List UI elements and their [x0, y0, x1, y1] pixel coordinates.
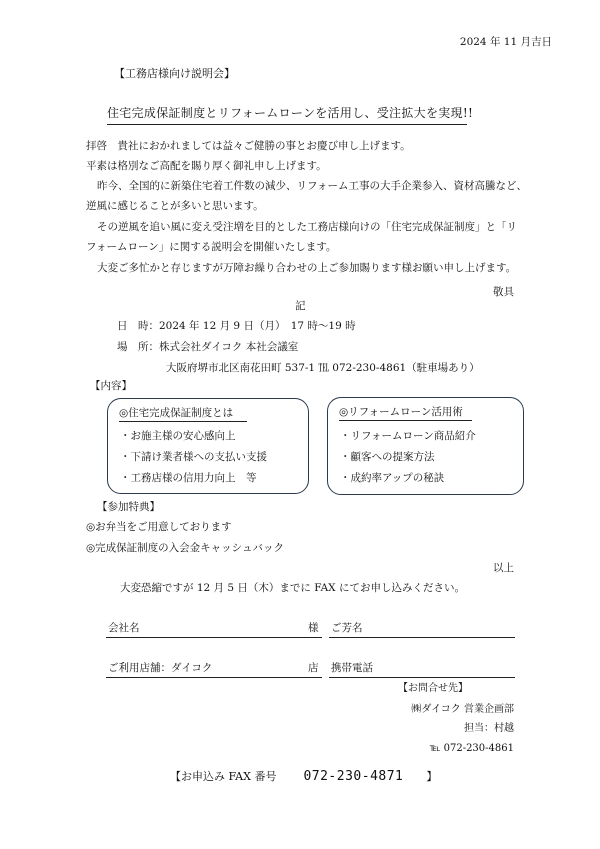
fax-close-bracket: 】	[426, 770, 438, 783]
store-label: ご利用店舗：ダイコク	[108, 662, 213, 674]
date: 2024 年 11 月吉日	[459, 36, 552, 48]
list-item: ・下請け業者様への支払い支援	[120, 451, 267, 463]
fax-line	[170, 770, 437, 783]
company-name-field[interactable]	[106, 637, 322, 638]
fax-number: 072-230-4871	[303, 769, 404, 784]
letter-p1: 拝啓 貴社におかれましては益々ご健勝の事とお慶び申し上げます。	[86, 140, 411, 152]
letter-p5: 大変ご多忙かと存じますが万障お繰り合わせの上ご参加賜ります様お願い申し上げます。	[97, 262, 517, 274]
deadline-note: 大変恐縮ですが 12 月 5 日（木）までに FAX にてお申し込みください。	[120, 582, 465, 594]
contact-person: 担当：村越	[464, 723, 514, 734]
box-right-title: ◎リフォームローン活用術	[339, 406, 463, 418]
letter-closing: 敬具	[493, 286, 514, 298]
letter-p2: 平素は格別なご高配を賜り厚く御礼申し上げます。	[86, 160, 327, 172]
mobile-phone-field[interactable]	[329, 677, 515, 678]
contact-tel: ℡ 072-230-4861	[429, 743, 514, 754]
details-address: 大阪府堺市北区南花田町 537-1 ℡ 072-230-4861（駐車場あり）	[166, 362, 480, 374]
fax-label: 【お申込み FAX 番号	[170, 770, 277, 783]
list-item: ・リフォームローン商品紹介	[340, 430, 476, 442]
store-suffix-ten: 店	[308, 662, 319, 674]
benefits-label: 【参加特典】	[97, 501, 160, 513]
contents-label: 【内容】	[90, 380, 132, 392]
contact-company: ㈱ダイコク 営業企画部	[411, 704, 514, 715]
letter-p3a: 昨今、全国的に新築住宅着工件数の減少、リフォーム工事の大手企業参入、資材高騰など、	[97, 180, 527, 192]
letter-p3b: 逆風に感じることが多いと思います。	[86, 200, 264, 212]
box-right	[327, 397, 524, 495]
list-item: ・顧客への提案方法	[340, 451, 435, 463]
contact-label: 【お問合せ先】	[398, 683, 468, 694]
box-left-title: ◎住宅完成保証制度とは	[119, 407, 234, 419]
letter-p4a: その逆風を追い風に変え受注増を目的とした工務店様向けの「住宅完成保証制度」と「リ	[97, 221, 517, 233]
headline: 住宅完成保証制度とリフォームローンを活用し、受注拡大を実現!!	[107, 106, 474, 120]
heading: 【工務店様向け説明会】	[114, 67, 235, 80]
letter-p4b: フォームローン」に関する説明会を開催いたします。	[86, 241, 337, 253]
list-item: ・工務店様の信用力向上 等	[120, 472, 257, 484]
list-item: ・お施主様の安心感向上	[120, 430, 236, 442]
mobile-label: 携帯電話	[331, 662, 373, 674]
details-datetime: 日 時：2024 年 12 月 9 日（月） 17 時～19 時	[117, 320, 356, 332]
store-field[interactable]	[106, 677, 322, 678]
box-left-title-underline	[119, 421, 247, 422]
headline-underline	[107, 124, 467, 125]
benefit-item: ◎お弁当をご用意しております	[86, 521, 232, 533]
box-left	[107, 398, 309, 494]
ijo: 以上	[493, 562, 514, 574]
details-place: 場 所：株式会社ダイコク 本社会議室	[117, 341, 299, 353]
company-label: 会社名	[108, 622, 140, 634]
box-right-title-underline	[339, 420, 472, 421]
ki: 記	[295, 300, 306, 312]
list-item: ・成約率アップの秘訣	[340, 472, 445, 484]
benefit-item: ◎完成保証制度の入会金キャッシュバック	[86, 542, 284, 554]
company-suffix-sama: 様	[308, 622, 319, 634]
attendee-name-field[interactable]	[329, 637, 515, 638]
attendee-label: ご芳名	[331, 622, 363, 634]
